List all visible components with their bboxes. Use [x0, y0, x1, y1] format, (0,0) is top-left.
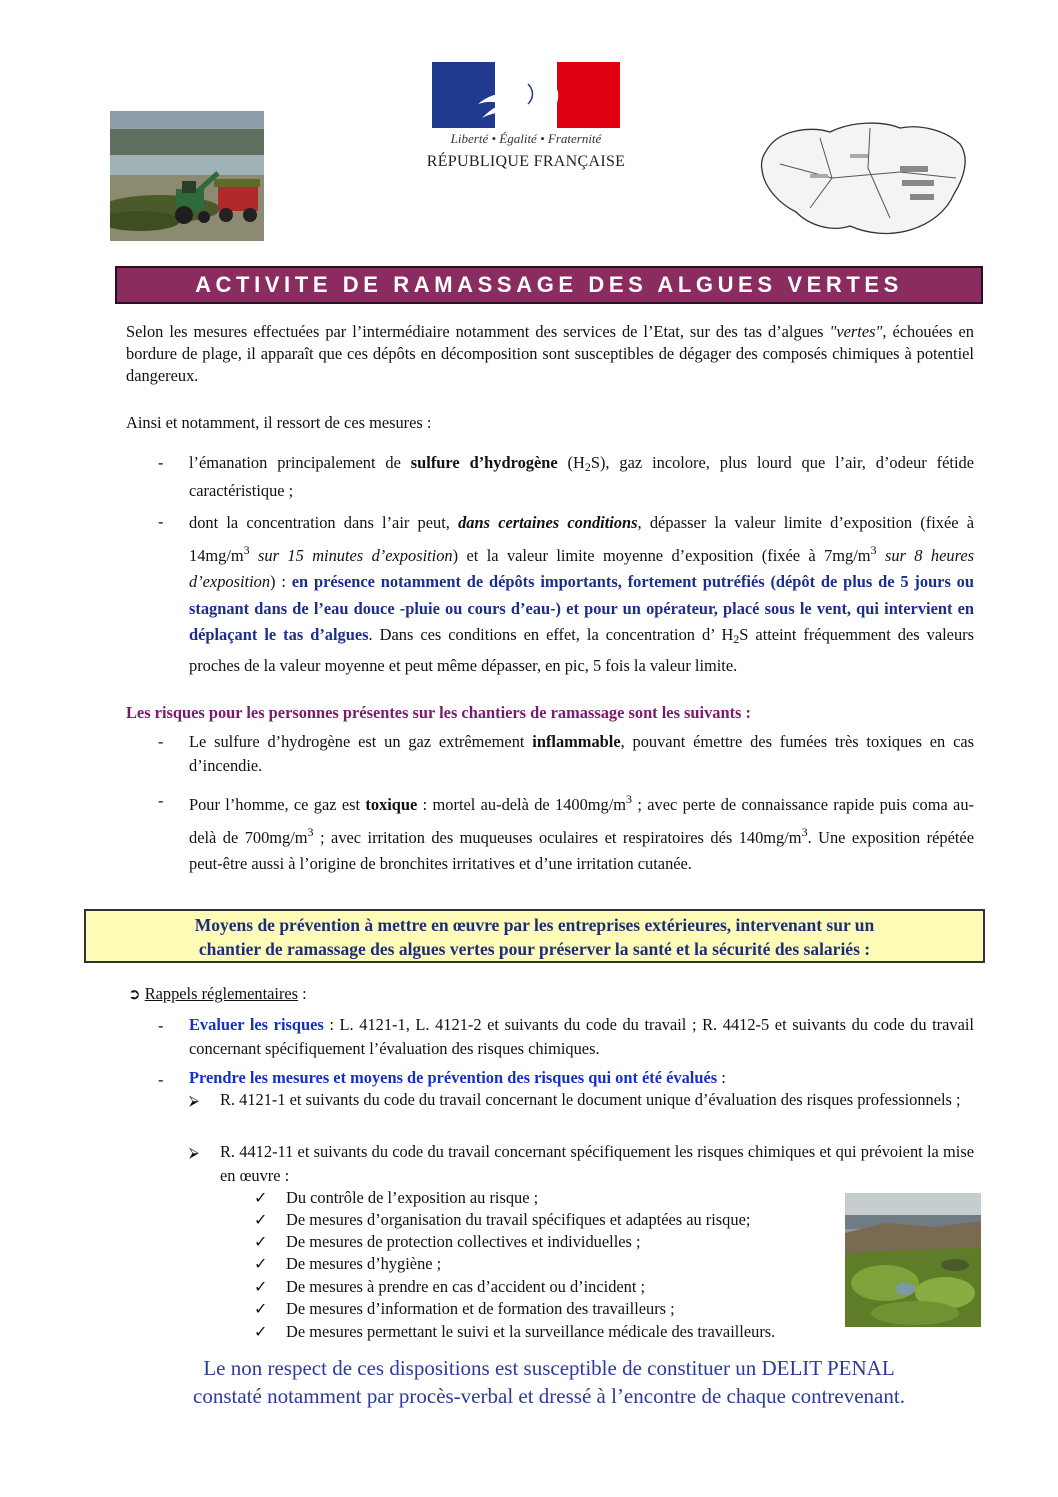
bullet-dash: - — [158, 1016, 164, 1035]
bold-text: inflammable — [532, 732, 621, 751]
bold-text: sulfure d’hydrogène — [410, 453, 558, 472]
highlight-text: en présence notamment de dépôts importants, fortement putréfiés (dépôt de plus de 5 jours ou stagnant dans de l’eau douce -pluie ou cours d’eau-) et pour un opérateur, placé sous le vent, qui intervient en déplaçant le tas d’algues — [189, 572, 974, 645]
prevention-measures-label: Prendre les mesures et moyens de prévention des risques qui ont été évalués — [189, 1068, 718, 1087]
prevention-box — [84, 909, 985, 963]
bullet-dash: - — [158, 512, 164, 531]
algae-rocks-photo — [845, 1193, 981, 1327]
bullet-concentration — [189, 510, 974, 680]
title-banner — [115, 266, 983, 304]
risk-inflammable — [189, 730, 974, 778]
check-icon: ✓ — [254, 1299, 268, 1318]
arrow-icon: ➲ — [128, 985, 141, 1003]
intro-text-2: , échouées en bordure de plage, il apparaît que ces dépôts en décomposition sont susceptibles de dégager des composés chimiques à potentiel dangereux. — [126, 322, 974, 385]
intro-text-1: Selon les mesures effectuées par l’intermédiaire notamment des services de l’Etat, sur des tas d’algues — [126, 322, 830, 341]
legal-warning — [84, 1354, 1014, 1410]
text: : — [298, 984, 307, 1003]
check-icon: ✓ — [254, 1210, 268, 1229]
text: Le sulfure d’hydrogène est un gaz extrêmement — [189, 732, 533, 751]
check-item: De mesures d’information et de formation des travailleurs ; — [286, 1299, 675, 1318]
text: . Dans ces conditions en effet, la concentration d’ H — [368, 625, 734, 645]
arrow-bullet-icon: ⮚ — [189, 1145, 199, 1161]
algae-harvest-photo — [110, 111, 264, 241]
text: , pouvant émettre des fumées très toxiques en cas d’incendie. — [189, 732, 974, 775]
republic-motto: Liberté • Égalité • Fraternité — [450, 131, 602, 146]
check-item: De mesures d’hygiène ; — [286, 1254, 442, 1273]
risk-toxic — [189, 786, 974, 878]
subscript: 2 — [733, 632, 740, 647]
bullet-h2s-emission — [189, 451, 974, 503]
text: dont la concentration dans l’air peut, — [189, 513, 459, 532]
superscript: 3 — [801, 824, 808, 839]
marianne-logo — [432, 62, 620, 128]
check-icon: ✓ — [254, 1188, 268, 1207]
text: : L. 4121-1, L. 4121-2 et suivants du code du travail ; R. 4412-5 et suivants du code du travail concernant spécifiquement l’évaluation des risques chimiques. — [189, 1015, 974, 1058]
text: ; avec perte de connaissance rapide puis coma au-delà de 700mg/m — [189, 795, 974, 847]
check-item: De mesures de protection collectives et individuelles ; — [286, 1232, 641, 1251]
republic-name: RÉPUBLIQUE FRANÇAISE — [426, 153, 626, 170]
reminders-heading — [128, 983, 307, 1005]
text: S atteint fréquemment des valeurs proches de la valeur moyenne et peut même dépasser, en pic, 5 fois la valeur limite. — [189, 625, 974, 675]
check-item: Du contrôle de l’exposition au risque ; — [286, 1188, 539, 1207]
superscript: 3 — [626, 792, 633, 806]
subscript: 2 — [584, 460, 591, 474]
warning-line-2: constaté notamment par procès-verbal et dressé à l’encontre de chaque contrevenant. — [193, 1384, 905, 1408]
intro-italic: "vertes" — [829, 322, 883, 341]
check-icon: ✓ — [254, 1254, 268, 1273]
text: : — [717, 1068, 726, 1087]
warning-line-1: Le non respect de ces dispositions est susceptible de constituer un DELIT PENAL — [203, 1356, 895, 1380]
superscript: 3 — [307, 824, 314, 839]
check-item: De mesures permettant le suivi et la surveillance médicale des travailleurs. — [286, 1322, 776, 1341]
evaluate-risks-label: Evaluer les risques — [189, 1015, 324, 1034]
text: S), gaz incolore, plus lourd que l’air, d’odeur fétide caractéristique ; — [189, 453, 974, 500]
check-icon: ✓ — [254, 1232, 268, 1251]
prevention-line-2: chantier de ramassage des algues vertes pour préserver la santé et la sécurité des salariés : — [198, 939, 871, 959]
text: ) et la valeur limite moyenne d’exposition (fixée à 7mg/m — [452, 545, 871, 565]
sub-item-document-unique: R. 4121-1 et suivants du code du travail concernant le document unique d’évaluation des risques professionnels ; — [220, 1090, 961, 1109]
check-icon: ✓ — [254, 1277, 268, 1296]
arrow-bullet-icon: ⮚ — [189, 1093, 199, 1109]
text: Pour l’homme, ce gaz est — [189, 795, 366, 814]
brittany-map — [750, 108, 980, 248]
text: . Une exposition répétée peut-être aussi à l’origine de bronchites irritatives et d’une irritation cutanée. — [189, 827, 974, 874]
text: l’émanation principalement de — [189, 453, 411, 472]
reminders-label: Rappels réglementaires — [144, 984, 299, 1003]
page-title: ACTIVITE DE RAMASSAGE DES ALGUES VERTES — [195, 272, 903, 297]
bullet-dash: - — [158, 1070, 164, 1089]
risks-heading: Les risques pour les personnes présentes sur les chantiers de ramassage sont les suivants : — [126, 703, 751, 722]
bullet-dash: - — [158, 732, 164, 751]
check-icon: ✓ — [254, 1322, 268, 1341]
bold-text: toxique — [365, 795, 418, 814]
sub-item-chemical-risks: R. 4412-11 et suivants du code du travail concernant spécifiquement les risques chimiques et qui prévoient la mise en œuvre : — [220, 1142, 974, 1185]
text: ; avec irritation des muqueuses oculaires et respiratoires dés 140mg/m — [313, 827, 802, 847]
bold-italic-text: dans certaines conditions — [458, 513, 638, 532]
check-item: De mesures d’organisation du travail spécifiques et adaptées au risque; — [286, 1210, 751, 1229]
text: : mortel au-delà de 1400mg/m — [417, 795, 627, 814]
bullet-dash: - — [158, 453, 164, 472]
italic-text: sur 8 heures d’exposition — [189, 545, 974, 592]
prevention-line-1: Moyens de prévention à mettre en œuvre par les entreprises extérieures, intervenant sur un — [194, 915, 875, 935]
text: (H — [557, 453, 585, 472]
text: ) : — [270, 572, 292, 592]
measures-intro: Ainsi et notamment, il ressort de ces mesures : — [126, 413, 432, 432]
reg-evaluate-risks — [189, 1013, 974, 1061]
reg-prevention-measures — [189, 1066, 974, 1090]
bullet-dash: - — [158, 791, 164, 810]
intro-paragraph — [126, 321, 974, 387]
text: , dépasser la valeur limite d’exposition (fixée à 14mg/m — [189, 513, 975, 565]
check-item: De mesures à prendre en cas d’accident ou d’incident ; — [286, 1277, 646, 1296]
italic-text: sur 15 minutes d’exposition — [249, 545, 453, 565]
superscript: 3 — [870, 542, 877, 557]
superscript: 3 — [243, 542, 250, 557]
